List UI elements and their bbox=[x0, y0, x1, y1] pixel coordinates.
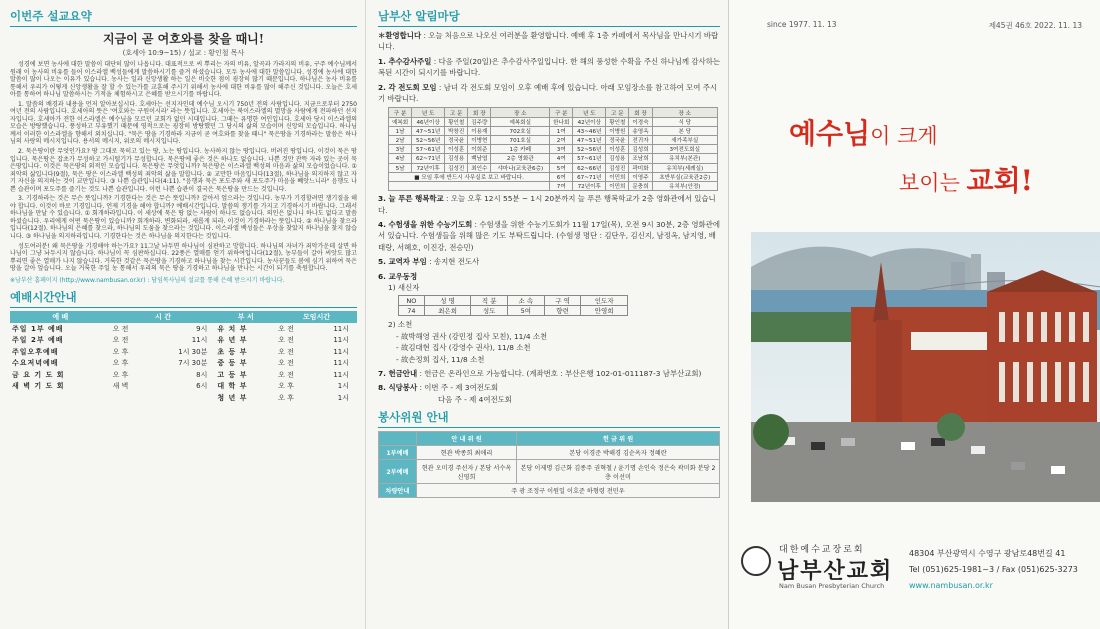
table-row bbox=[10, 334, 357, 346]
cell: 이성훈 bbox=[606, 145, 629, 154]
cell: 향련 bbox=[544, 306, 581, 316]
cell: 72년이후 bbox=[573, 181, 606, 190]
cell: 예복회 bbox=[389, 117, 412, 126]
notice-item bbox=[378, 30, 720, 53]
cell: 702호실 bbox=[491, 126, 550, 135]
cell: 67~71년 bbox=[573, 172, 606, 181]
cell: 전귀자 bbox=[629, 136, 652, 145]
cell: 이민희 bbox=[606, 172, 629, 181]
cell: 한나회 bbox=[550, 117, 573, 126]
notice-item-text: : 이번 주 - 제 3여전도회 bbox=[417, 383, 499, 393]
table-row bbox=[389, 181, 718, 190]
worship-table bbox=[10, 311, 357, 404]
cell: 초반부실(교육관2층) bbox=[652, 172, 717, 181]
cell: 김주량 bbox=[468, 117, 491, 126]
table-row bbox=[10, 380, 357, 392]
cell: 1여 bbox=[550, 126, 573, 135]
table-row bbox=[10, 369, 357, 381]
meeting-place-table bbox=[388, 107, 718, 191]
church-english-name: Nam Busan Presbyterian Church bbox=[779, 582, 885, 590]
cell: 백남엽 bbox=[468, 154, 491, 163]
cell: 74 bbox=[399, 306, 425, 316]
cell: 안영희 bbox=[581, 306, 628, 316]
volunteer-heading: 봉사위원 안내 bbox=[378, 409, 720, 428]
cell: 대 학 부 bbox=[217, 382, 248, 391]
col-header: 인도자 bbox=[581, 296, 628, 306]
cell: 주 광 조정구 이원일 이호준 하형령 전민우 bbox=[417, 484, 720, 498]
notice-item-head: 6. 교우동정 bbox=[378, 271, 418, 281]
cell: 유치부(세례실) bbox=[652, 163, 717, 172]
cell: 오 후 bbox=[112, 347, 129, 356]
cell: 9시 bbox=[196, 324, 208, 333]
notice-list-3 bbox=[378, 319, 720, 405]
notice-item-head: 2. 각 전도회 모임 bbox=[378, 82, 437, 92]
cell: 문충희 bbox=[629, 181, 652, 190]
table-row bbox=[379, 484, 720, 498]
cell: 주일 1부 예배 bbox=[12, 324, 64, 333]
notice-list bbox=[378, 30, 720, 104]
cell: 유 치 부 bbox=[217, 324, 248, 333]
sermon-paragraph: 2. 묵은땅이란 무엇인가요? 땅 그대로 묵히고 있는 땅, 노는 땅입니다. 농사하지 않는 땅입니다. 버려진 땅입니다. 이것이 묵은 땅입니다. 묵은땅은 잡초가 무성하고 가시떨기가 무성합니다. 묵은땅에 좋은 것은 하나도 없습니다. 나쁜 것만 잔뜩 자라 있는 곳이 묵은땅입니다. 이것은 묵은땅의 외적인 모습입니다. 묵은땅은 무엇입니까? 묵은땅은 이스라엘 백성의 마음과 삶의 모습이었습니다. ① 죄악의 삶입니다(9절), 묵은 땅은 이스라엘 백성의 죄악의 삶을 말합니다. ② 교만한 마음입니다(13절), 하나님을 의지하지 않고 자기 자신을 의지하는 것이 교만입니다. ③ 나쁜 습관입니다(4:11). "음행과 묵은 포도주와 새 포도주가 마음을 빼앗느니라" 음행도 나쁜 습관이며 포도주를 즐기는 것도 나쁜 습관입니다. 이런 나쁜 습관이 결국은 묵은땅을 만드는 것입니다. bbox=[10, 148, 357, 193]
cell: 11시 bbox=[333, 359, 349, 368]
col-header: 직 분 bbox=[471, 296, 508, 306]
cell bbox=[146, 392, 216, 404]
col-header: 구 분 bbox=[550, 108, 573, 117]
col-header: 구 역 bbox=[544, 296, 581, 306]
newcomer-table bbox=[398, 295, 628, 316]
cell: 47~51년 bbox=[412, 126, 445, 135]
cell: 57~61년 bbox=[412, 145, 445, 154]
notice-item-text: : 헌금은 온라인으로 가능합니다. (계좌번호 : 부산은행 102-01-011187-3 남부산교회) bbox=[417, 369, 702, 378]
cell: 2여 bbox=[550, 136, 573, 145]
cell: 11시 bbox=[191, 336, 208, 345]
notice-list-2 bbox=[378, 193, 720, 293]
homepage-note: ※남부산 홈페이지 (http://www.nambusan.or.kr) : 담임목사님의 설교를 통해 은혜 받으시기 바랍니다. bbox=[10, 276, 285, 284]
contact-block bbox=[909, 546, 1078, 594]
newcomer-label: 1) 새신자 bbox=[388, 282, 420, 292]
cell: 1층 카페 bbox=[491, 145, 550, 154]
col-header: 부 서 bbox=[215, 311, 276, 323]
notice-item bbox=[378, 56, 720, 79]
sermon-subtitle: (호세아 10:9~15) / 설교 : 황인철 목사 bbox=[122, 49, 245, 57]
cell: 이병원 bbox=[606, 126, 629, 135]
cell: 오 전 bbox=[278, 359, 294, 368]
col-header: 장 소 bbox=[491, 108, 550, 117]
col-header: 구 분 bbox=[389, 108, 412, 117]
cell: 예복회실 bbox=[491, 117, 550, 126]
table-row bbox=[389, 154, 718, 163]
cell: 현관 오미경 주선자 / 본당 서수옥 신영희 bbox=[417, 460, 517, 484]
cell: 62~66년 bbox=[573, 163, 606, 172]
cell: 현관 박종희 최애리 bbox=[417, 446, 517, 460]
slogan-text: 교회! bbox=[966, 164, 1033, 197]
condolence-label: 2) 소천 bbox=[388, 320, 413, 330]
cell: 오 전 bbox=[278, 370, 294, 379]
cell: 본 당 bbox=[652, 126, 717, 135]
cell: 황인철 bbox=[606, 117, 629, 126]
condolence-item: - 故박해영 권사 (강민정 집사 모친), 11/4 소천 bbox=[396, 331, 548, 341]
table-row bbox=[389, 136, 718, 145]
report-note: ■ 모임 후에 반드시 사무실로 보고 바랍니다. bbox=[389, 172, 550, 181]
cell: 52~56년 bbox=[412, 136, 445, 145]
sermon-paragraph: 1. 말씀의 배경과 내용을 먼저 알아보십시다. 호세아는 선지자인데 예수님 오시기 750년 전의 사람입니다. 지금으로부터 2750여년 전의 사람입니다. 호세아의 뜻은 '여호와는 구원이시라' 라는 뜻입니다. 호세아는 북이스라엘의 멸망을 사람에게 전파하던 선지자입니다. 호세아가 전한 이스라엘은 예수님을 모르던 교회가 없던 시대입니다. 그때는 유명한 여인입니다. 호세아 당시 이스라엘의 모습은 방탕했습니다. 풍성하고 부유했기 때문에 영적으로는 굉장히 방탕했던 그 당시의 삶의 모습이며 신앙의 모습입니다. 하나님께서 이러한 이스라엘을 향해서 외치십니다. "묵은 땅을 기경하라 지금이 곧 여호와를 찾을 때니" 묵은땅을 기경하라는 말씀은 하나님의 사랑의 메시지입니다. 용서의 메시지, 위로의 메시지입니다. bbox=[10, 100, 357, 146]
cell: 오 전 bbox=[112, 336, 129, 345]
cell: 46년이상 bbox=[412, 117, 445, 126]
cell: 47~51년 bbox=[573, 136, 606, 145]
cell: 1시 bbox=[337, 382, 349, 391]
notice-item-head: 1. 추수감사주일 bbox=[378, 56, 432, 66]
cell: 송영옥 bbox=[629, 126, 652, 135]
phone-fax: Tel (051)625-1981~3 / Fax (051)625-3273 bbox=[909, 565, 1078, 574]
since-label: since 1977. 11. 13 bbox=[767, 20, 837, 29]
church-seal-icon bbox=[741, 546, 771, 576]
notice-item-head: 7. 헌금안내 bbox=[378, 369, 418, 378]
cell: 5여 bbox=[508, 306, 545, 316]
table-row bbox=[389, 145, 718, 154]
cell: 주일오후예배 bbox=[12, 347, 59, 356]
cell: 김성진 bbox=[445, 163, 468, 172]
slogan-line-2 bbox=[899, 159, 1033, 199]
col-header: 장 소 bbox=[652, 108, 717, 117]
notice-item bbox=[378, 382, 720, 393]
cell: 금 요 기 도 회 bbox=[12, 370, 65, 379]
cell: 주일 2부 예배 bbox=[12, 336, 64, 345]
col-header: 회 장 bbox=[468, 108, 491, 117]
cell: 5남 bbox=[389, 163, 412, 172]
notice-item-text: : 수험생을 위한 수능기도회가 11월 17일(목), 오전 9시 30분, 2층 영화관에서 있습니다. 수험생들을 위해 많은 기도 부탁드립니다. (수험생 명단 : 김단우, 김신지, 남정옥, 남지영, 배태랑, 서혜호, 이진강, 전승민) bbox=[378, 219, 720, 252]
table-header-row bbox=[389, 108, 718, 117]
cell: 유치부(본관) bbox=[652, 154, 717, 163]
table-row bbox=[379, 446, 720, 460]
cell: 5여 bbox=[550, 163, 573, 172]
cell: 7시 30분 bbox=[178, 359, 208, 368]
cell: 최은희 bbox=[424, 306, 471, 316]
cell: 3남 bbox=[389, 145, 412, 154]
cell: 새 벽 bbox=[112, 382, 129, 391]
cell: 이병현 bbox=[468, 136, 491, 145]
notice-item-head: 3. 늘 푸른 행복학교 bbox=[378, 194, 444, 204]
col-header: 모임시간 bbox=[276, 311, 357, 323]
cell: 3여 bbox=[550, 145, 573, 154]
slogan-text: 예수님 bbox=[789, 117, 871, 150]
cell: 43~46년 bbox=[573, 126, 606, 135]
cell: 중 등 부 bbox=[217, 359, 248, 368]
cell: 오 전 bbox=[278, 336, 294, 345]
cell bbox=[10, 392, 111, 404]
cell: 김성희 bbox=[629, 145, 652, 154]
church-photo bbox=[751, 232, 1100, 502]
cell: 김성용 bbox=[606, 154, 629, 163]
cell: 57~61년 bbox=[573, 154, 606, 163]
table-row bbox=[10, 346, 357, 358]
cell: 오 후 bbox=[112, 359, 129, 368]
cell: 오 전 bbox=[278, 324, 294, 333]
notice-column bbox=[365, 0, 728, 629]
cell: 성도 bbox=[471, 306, 508, 316]
cell: 2남 bbox=[389, 136, 412, 145]
col-header bbox=[379, 432, 417, 446]
cell: 고 등 부 bbox=[217, 370, 248, 379]
cell: 김성진 bbox=[606, 163, 629, 172]
col-header: 시 간 bbox=[111, 311, 216, 323]
condolence-item: - 故김대현 집사 (강영수 권사), 11/8 소천 bbox=[396, 343, 531, 353]
sermon-body bbox=[10, 61, 357, 273]
cell: 정국윤 bbox=[606, 136, 629, 145]
notice-item-head: ＊환영합니다 bbox=[378, 31, 422, 40]
notice-item-text: : 오늘 처음으로 나오신 여러분을 환영합니다. 예배 후 1층 카페에서 목사님을 만나시기 바랍니다. bbox=[378, 31, 719, 52]
church-building-illustration bbox=[751, 232, 1100, 502]
notice-heading: 남부산 알림마당 bbox=[378, 8, 720, 27]
volunteer-table bbox=[378, 431, 720, 498]
col-header: 회 장 bbox=[629, 108, 652, 117]
cell: 이성훈 bbox=[445, 145, 468, 154]
notice-item-text: : 남녀 각 전도회 모임이 오후 예배 후에 있습니다. 아래 모임장소를 참고하여 모여 주시기 바랍니다. bbox=[378, 82, 717, 104]
website-link[interactable]: www.nambusan.or.kr bbox=[909, 581, 993, 590]
table-row bbox=[10, 323, 357, 335]
cell: 3여전도회실 bbox=[652, 145, 717, 154]
sermon-paragraph: 성경에 보면 농사에 대한 말씀이 대단히 많이 나옵니다. 대표적으로 씨 뿌리는 자의 비유, 알곡과 가라지의 비유, 구주 예수님께서 원래 이 농사의 비유를 들어 이스라엘 백성들에게 말씀하시기를 즐겨 하셨습니다. 모두 농사에 대한 말씀입니다. 성경에 농사에 대한 말씀이 많이 나오는 이유가 있습니다. 농사는 일과 신앙생활 하는 일은 비슷한 점이 굉장히 많기 때문입니다. 하나님은 농사 비유를 통해서 우리가 어떻게 신앙생활을 잘 할 수 있는가를 교훈해 주시기 위해서 농사에 대한 비유를 많이 해주신 것입니다. 오늘은 호세아를 통하여 하나님 말씀하시는 기적을 체험하시고 은혜를 받으시기를 바랍니다. bbox=[10, 61, 357, 99]
table-row bbox=[389, 117, 718, 126]
col-header: 소 속 bbox=[508, 296, 545, 306]
cell: 오 후 bbox=[278, 382, 294, 391]
cell: 본당 이제명 김근화 김종주 권혁철 / 윤기명 손인숙 정은숙 곽미화 분당 2층 이선미 bbox=[517, 460, 720, 484]
table-row bbox=[389, 126, 718, 135]
cell: 곽미화 bbox=[629, 163, 652, 172]
cell: 11시 bbox=[333, 347, 349, 356]
table-row bbox=[379, 460, 720, 484]
table-row bbox=[10, 392, 357, 404]
col-header: 고 문 bbox=[606, 108, 629, 117]
cell: 수요저녁예배 bbox=[12, 359, 59, 368]
cell: 초 등 부 bbox=[217, 347, 248, 356]
col-header: 고 문 bbox=[445, 108, 468, 117]
cell: 유 년 부 bbox=[217, 336, 248, 345]
notice-item bbox=[378, 193, 720, 216]
col-header: 예 배 bbox=[10, 311, 111, 323]
cell: 6시 bbox=[196, 382, 208, 391]
cell: 42년이상 bbox=[573, 117, 606, 126]
col-header: 성 명 bbox=[424, 296, 471, 306]
cell: 이민희 bbox=[606, 181, 629, 190]
table-header-row bbox=[399, 296, 628, 306]
cell: 식 당 bbox=[652, 117, 717, 126]
cell: 4여 bbox=[550, 154, 573, 163]
cell: 유치부(안정) bbox=[652, 181, 717, 190]
sermon-column bbox=[0, 0, 365, 629]
cell bbox=[389, 181, 550, 190]
cell: 청 년 부 bbox=[217, 393, 248, 402]
cell: 7여 bbox=[550, 181, 573, 190]
slogan-text: 이 크게 bbox=[870, 124, 938, 148]
notice-item-head: 5. 교역자 부임 bbox=[378, 257, 427, 267]
notice-item bbox=[378, 271, 720, 282]
address: 48304 부산광역시 수영구 광남로48번길 41 bbox=[909, 549, 1066, 558]
cell: 샤마나(교육관6층) bbox=[491, 163, 550, 172]
cell: 11시 bbox=[333, 324, 349, 333]
cell: 새 벽 기 도 회 bbox=[12, 382, 65, 391]
worship-heading: 예배시간안내 bbox=[10, 289, 357, 308]
cell bbox=[111, 392, 146, 404]
cell: 52~56년 bbox=[573, 145, 606, 154]
cell: 2층 영화관 bbox=[491, 154, 550, 163]
cell: 62~71년 bbox=[412, 154, 445, 163]
denomination-name: 대한예수교장로회 bbox=[779, 545, 865, 555]
cell: 1시 30분 bbox=[178, 347, 208, 356]
sermon-heading: 이번주 설교요약 bbox=[10, 8, 357, 27]
row-header: 1부예배 bbox=[379, 446, 417, 460]
table-row bbox=[10, 357, 357, 369]
sermon-paragraph: 3. 기경하라는 것은 무슨 뜻입니까? 기경한다는 것은 무슨 뜻입니까? 갈아서 엎으라는 것입니다. 농부가 기경할려면 쟁기질을 해야 합니다. 이것이 바로 기경입니다. 언제 기경을 해야 합니까? 예배시간입니다. 말씀의 쟁기를 가지고 기경하시기 바랍니다. 그래서 하나님을 만날 수 있습니다. ① 회개하라입니다. 이 세상에 묵은 땅 없는 사람이 하나도 없습니다. 의인은 없나니 하나도 없다고 말씀하셨습니다. 우리에게 어떤 묵은땅이 있습니까? 회개하라. 변화되라, 새롭게 되라. 이것이 기경하라는 뜻입니다. ② 하나님을 찾으라입니다(12절). 하나님의 은혜를 찾으라, 하나님의 도움을 찾으라는 것입니다. 이스라엘 백성들은 우상을 찾았지 하나님을 찾지 않습니다. ③ 하나님을 의지하라입니다. 기경한다는 것은 하나님을 의지한다는 것입니다. bbox=[10, 195, 357, 241]
notice-item-text: : 송지현 전도사 bbox=[426, 257, 480, 267]
col-header: 안 내 위 원 bbox=[417, 432, 517, 446]
table-row bbox=[399, 306, 628, 316]
notice-item-head: 4. 수험생을 위한 수능기도회 bbox=[378, 219, 473, 229]
col-header: 년 도 bbox=[412, 108, 445, 117]
cell: 정국윤 bbox=[445, 136, 468, 145]
church-name: 남부산교회 bbox=[777, 559, 894, 584]
notice-item bbox=[378, 82, 720, 105]
cell: 8시 bbox=[196, 370, 208, 379]
row-header: 2부예배 bbox=[379, 460, 417, 484]
cell: 1시 bbox=[337, 393, 349, 402]
cell: 이용재 bbox=[468, 126, 491, 135]
cell: 이희준 bbox=[468, 145, 491, 154]
cell: 11시 bbox=[333, 370, 349, 379]
table-header-row bbox=[379, 432, 720, 446]
notice-item-text: : 다음 주일(20일)은 추수감사주일입니다. 한 해의 풍성한 수확을 주신 하나님께 감사하는 복된 시간이 되시기를 바랍니다. bbox=[378, 56, 720, 78]
cell: 조남희 bbox=[629, 154, 652, 163]
cell: 황인철 bbox=[445, 117, 468, 126]
cell: 6여 bbox=[550, 172, 573, 181]
cell: 이영주 bbox=[629, 172, 652, 181]
condolence-item: - 故손정희 집사, 11/8 소천 bbox=[396, 354, 485, 364]
notice-item bbox=[378, 256, 720, 267]
slogan-line-1 bbox=[789, 112, 938, 152]
cell: 새가족부실 bbox=[652, 136, 717, 145]
table-row bbox=[389, 172, 718, 181]
next-week-duty: 다음 주 - 제 4여전도회 bbox=[438, 394, 512, 404]
cell: 본당 이경준 박해경 김순옥자 정혜란 bbox=[517, 446, 720, 460]
slogan-text: 보이는 bbox=[899, 171, 967, 195]
cell: 72년이후 bbox=[412, 163, 445, 172]
sermon-paragraph: 성도여러분! 왜 묵은땅을 기경해야 하는가요? 11그날 놔두면 하나님이 심판하고 망합니다. 하나님의 자녀가 죄악가운데 살면 하나님이 그냥 놔두시지 않습니다. 하나님이 꼭 심판하십니다. 22풍은 열매를 얻기 위하여입니다(12절), 농부들이 갈아 씨앗도 많고 뿌리면 좋은 열매가 나지 않습니다. 거룩한 것같은 묵은땅을 기경하고 하나님을 찾는 시간입니다. 농사꾼들도 봄에 심기 위하여 묵은땅을 갈아 엎습니다. 오늘 거룩한 주일 농 통해서 우리의 묵은 땅을 기경하고 하나님을 만나는 시간이 되기를 축원합니다. bbox=[10, 242, 357, 273]
cell: 1남 bbox=[389, 126, 412, 135]
col-header: NO bbox=[399, 296, 425, 306]
cell: 4남 bbox=[389, 154, 412, 163]
church-footer bbox=[729, 534, 1100, 614]
cell: 박창진 bbox=[445, 126, 468, 135]
cell: 오 전 bbox=[112, 324, 129, 333]
cell: 701호실 bbox=[491, 136, 550, 145]
cell: 김성용 bbox=[445, 154, 468, 163]
row-header: 차량안내 bbox=[379, 484, 417, 498]
col-header: 년 도 bbox=[573, 108, 606, 117]
table-header-row bbox=[10, 311, 357, 323]
cell: 이경숙 bbox=[629, 117, 652, 126]
cell: 최인수 bbox=[468, 163, 491, 172]
cell: 오 후 bbox=[278, 393, 294, 402]
col-header: 헌 금 위 원 bbox=[517, 432, 720, 446]
issue-label: 제45권 46호 2022. 11. 13 bbox=[988, 21, 1082, 30]
cover-column bbox=[728, 0, 1100, 629]
cell: 오 후 bbox=[112, 370, 129, 379]
notice-item bbox=[378, 368, 720, 379]
table-row bbox=[389, 163, 718, 172]
cell: 11시 bbox=[333, 336, 349, 345]
notice-item bbox=[378, 219, 720, 253]
cell: 오 전 bbox=[278, 347, 294, 356]
notice-item-head: 8. 식당봉사 bbox=[378, 383, 418, 393]
notice-item-text: : 오늘 오후 12시 55분 ~ 1시 20분까지 늘 푸른 행복학교가 2층 영화관에서 있습니다. bbox=[378, 194, 716, 215]
sermon-title: 지금이 곧 여호와를 찾을 때니! bbox=[102, 32, 265, 46]
